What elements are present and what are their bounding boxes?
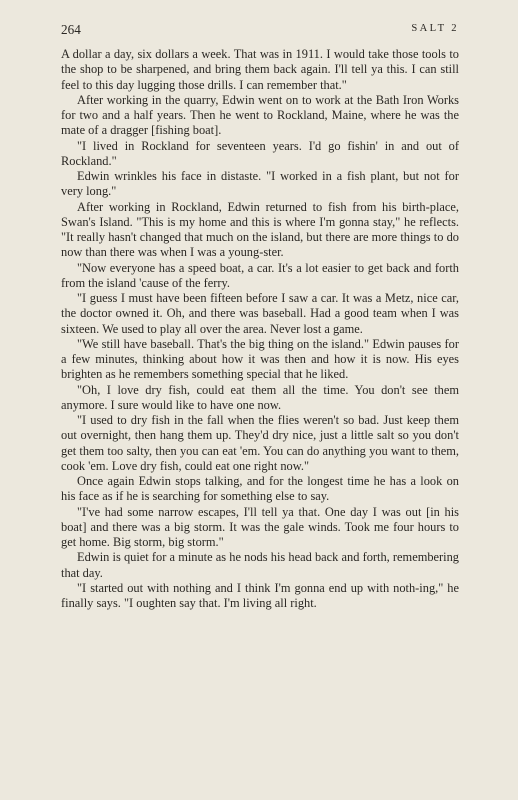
paragraph: After working in the quarry, Edwin went on to work at the Bath Iron Works for two and a half years. Then he went to Rockland, Maine, where he was the mate of a dragger [fishing boat].: [61, 92, 459, 138]
paragraph: "We still have baseball. That's the big thing on the island." Edwin pauses for a few minutes, thinking about how it was then and how it is now. His eyes brighten as he remembers something special that he liked.: [61, 336, 459, 382]
paragraph: Edwin is quiet for a minute as he nods his head back and forth, remembering that day.: [61, 550, 459, 580]
paragraph: Edwin wrinkles his face in distaste. "I worked in a fish plant, but not for very long.": [61, 169, 459, 199]
paragraph: "I used to dry fish in the fall when the flies weren't so bad. Just keep them out overnight, then hang them up. They'd dry nice, just a little salt so you don't get them too salty, then you can eat 'em. You can do anything you want to them, cook 'em. Love dry fish, could eat one right now.": [61, 413, 459, 473]
paragraph: "I guess I must have been fifteen before I saw a car. It was a Metz, nice car, the doctor owned it. Oh, and there was baseball. Had a good team when I was sixteen. We used to play all over the area. Never lost a game.: [61, 291, 459, 336]
running-head: SALT 2: [411, 23, 459, 34]
page-number: 264: [61, 22, 81, 37]
paragraph: Once again Edwin stops talking, and for the longest time he has a look on his face as if he is searching for something else to say.: [61, 474, 459, 504]
paragraph: "I started out with nothing and I think I'm gonna end up with noth-ing," he finally says. "I oughten say that. I'm living all right.: [61, 580, 459, 610]
paragraph: "Oh, I love dry fish, could eat them all the time. You don't see them anymore. I sure would like to have one now.: [61, 382, 459, 412]
page-header: [61, 22, 459, 42]
body-text: [61, 47, 459, 611]
paragraph: A dollar a day, six dollars a week. That was in 1911. I would take those tools to the shop to be sharpened, and bring them back again. I'll tell ya this. I can still feel to this day lugging those drills. I can remember that.": [61, 47, 459, 92]
paragraph: "Now everyone has a speed boat, a car. It's a lot easier to get back and forth from the island 'cause of the ferry.: [61, 260, 459, 290]
paragraph: After working in Rockland, Edwin returned to fish from his birth-place, Swan's Island. "This is my home and this is where I'm gonna stay," he reflects. "It really hasn't changed that much on the island, but there are more things to do now than there was when I was a young-ster.: [61, 199, 459, 260]
paragraph: "I lived in Rockland for seventeen years. I'd go fishin' in and out of Rockland.": [61, 138, 459, 168]
paragraph: "I've had some narrow escapes, I'll tell ya that. One day I was out [in his boat] and there was a big storm. It was the gale winds. Took me four hours to get home. Big storm, big storm.": [61, 504, 459, 549]
